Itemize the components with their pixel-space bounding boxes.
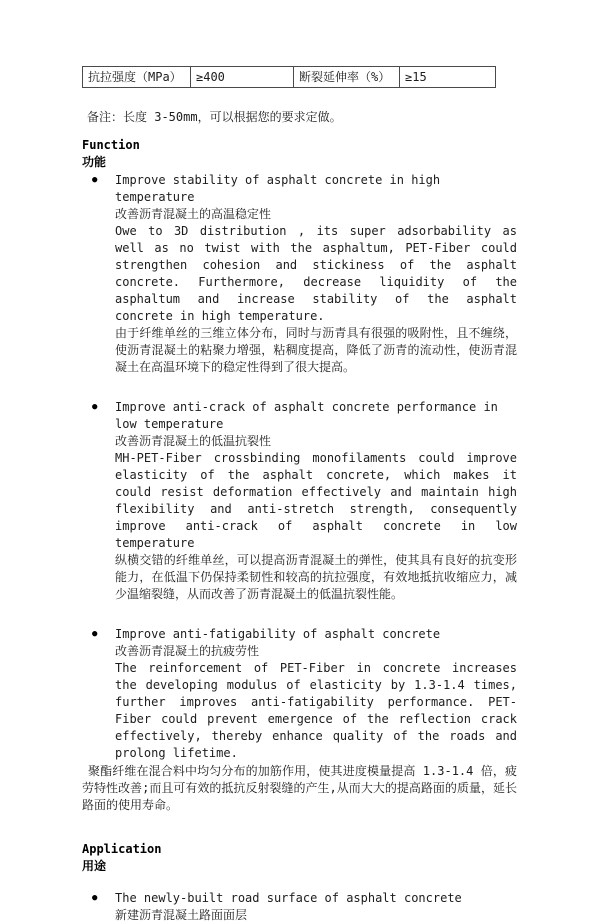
function-closing-paragraph: 聚酯纤维在混合料中均匀分布的加筋作用，使其进度模量提高 1.3-1.4 倍，疲劳特性改善;而且可有效的抵抗反射裂缝的产生,从而大大的提高路面的质量，延长路面的使用寿命。 [82,764,517,812]
bullet-title-zh: 改善沥青混凝土的抗疲劳性 [115,644,260,658]
application-heading-zh: 用途 [82,859,107,873]
function-heading [82,137,517,171]
spec-tensile-value: ≥400 [191,67,294,88]
function-bullet-1-content [115,172,517,376]
function-bullet-3-content [115,626,517,762]
application-heading-en: Application [82,842,162,856]
spec-elongation-label: 断裂延伸率（%） [294,67,400,88]
function-bullet-2 [82,399,517,603]
bullet-icon: ● [92,402,98,412]
application-bullet-list [82,890,517,924]
bullet-body-en: MH-PET-Fiber crossbinding monofilaments could improve elasticity of the asphalt concrete, which makes it could resist deformation effectively and maintain high flexibility and anti-stretch strength, consequently improve anti-crack of asphalt concrete in low temperature [115,451,517,550]
function-bullet-2-content [115,399,517,603]
bullet-title-zh: 改善沥青混凝土的低温抗裂性 [115,434,272,448]
spec-table-row [83,67,496,88]
bullet-body-zh: 纵横交错的纤维单丝，可以提高沥青混凝土的弹性，使其具有良好的抗变形能力，在低温下仍保持柔韧性和较高的抗拉强度，有效地抵抗收缩应力，减少温缩裂缝，从而改善了沥青混凝土的低温抗裂性能。 [115,553,517,601]
bullet-body-en: Owe to 3D distribution , its super adsorbability as well as no twist with the asphaltum, PET-Fiber could strengthen cohesion and stickiness of the asphalt concrete. Furthermore, decrease liquidity of the asphaltum and increase stability of the asphalt concrete in high temperature. [115,224,517,323]
spec-tensile-label: 抗拉强度（MPa） [83,67,191,88]
bullet-title-en: The newly-built road surface of asphalt concrete [115,891,462,905]
function-bullet-list [82,172,517,762]
function-heading-en: Function [82,138,140,152]
spec-table [82,66,496,88]
bullet-icon: ● [92,175,98,185]
remark-note: 备注：长度 3-50mm，可以根据您的要求定做。 [87,110,342,124]
bullet-title-en: Improve anti-fatigability of asphalt concrete [115,627,441,641]
bullet-title-zh: 改善沥青混凝土的高温稳定性 [115,207,272,221]
bullet-icon: ● [92,893,98,903]
bullet-title-zh: 新建沥青混凝土路面面层 [115,908,248,922]
bullet-body-zh: 由于纤维单丝的三维立体分布，同时与沥青具有很强的吸附性，且不缠绕，使沥青混凝土的粘聚力增强，粘稠度提高，降低了沥青的流动性，使沥青混凝土在高温环境下的稳定性得到了很大提高。 [115,326,517,374]
spec-elongation-value: ≥15 [400,67,496,88]
bullet-body-en: The reinforcement of PET-Fiber in concrete increases the developing modulus of elasticity by 1.3-1.4 times, further improves anti-fatigability performance. PET-Fiber could prevent emergence of the reflection crack effectively, thereby enhance quality of the roads and prolong lifetime. [115,661,517,760]
application-heading [82,841,517,875]
function-bullet-3 [82,626,517,762]
application-bullet-1 [82,890,517,924]
function-heading-zh: 功能 [82,155,107,169]
bullet-icon: ● [92,629,98,639]
application-bullet-1-content [115,890,517,924]
bullet-title-en: Improve stability of asphalt concrete in high temperature [115,173,441,204]
bullet-title-en: Improve anti-crack of asphalt concrete performance in low temperature [115,400,498,431]
function-bullet-1 [82,172,517,376]
